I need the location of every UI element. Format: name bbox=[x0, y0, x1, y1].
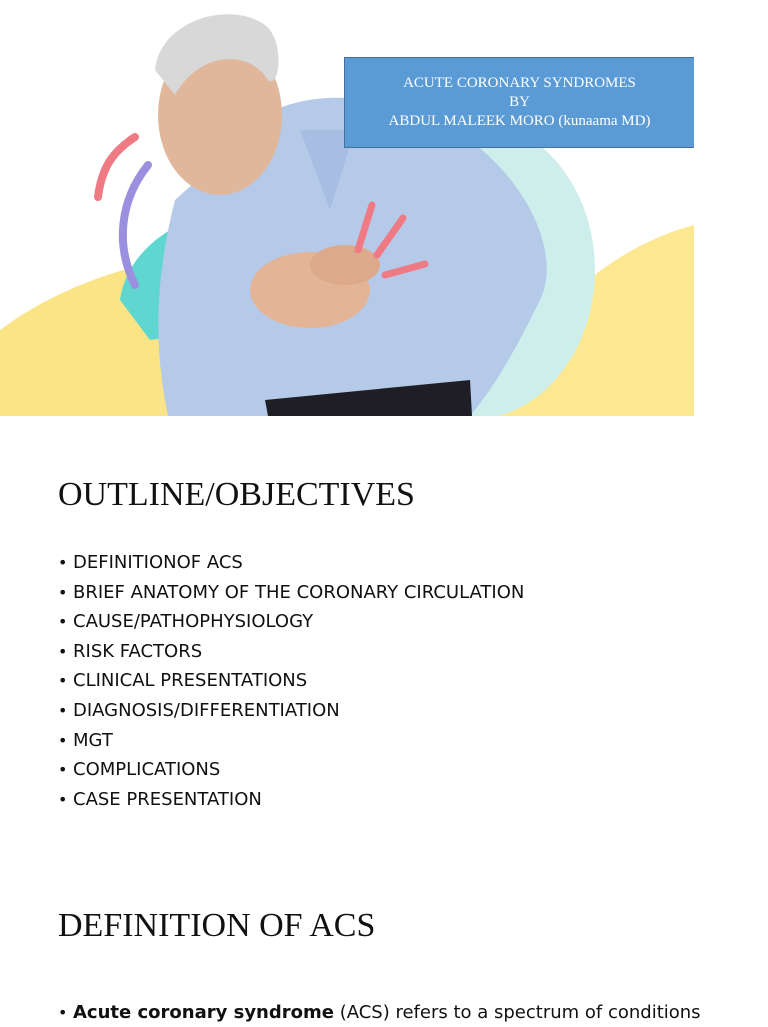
bullet-icon: • bbox=[58, 789, 68, 809]
list-item: • DEFINITIONOF ACS bbox=[58, 548, 524, 578]
definition-text bbox=[58, 999, 701, 1027]
list-item: • DIAGNOSIS/DIFFERENTIATION bbox=[58, 696, 524, 726]
definition-term: Acute coronary syndrome bbox=[73, 1002, 334, 1023]
title-box bbox=[344, 57, 694, 148]
definition-heading: DEFINITION OF ACS bbox=[58, 907, 376, 944]
list-item: • BRIEF ANATOMY OF THE CORONARY CIRCULATION bbox=[58, 578, 524, 608]
bullet-icon: • bbox=[58, 700, 68, 720]
bullet-icon: • bbox=[58, 760, 68, 780]
title-line-1: ACUTE CORONARY SYNDROMES bbox=[403, 75, 636, 91]
outline-list bbox=[58, 548, 524, 814]
bullet-icon: • bbox=[58, 1003, 68, 1022]
bullet-icon: • bbox=[58, 553, 68, 572]
definition-rest: (ACS) refers to a spectrum of conditions bbox=[333, 1002, 701, 1023]
title-line-3: ABDUL MALEEK MORO (kunaama MD) bbox=[388, 113, 651, 129]
list-item: • CLINICAL PRESENTATIONS bbox=[58, 666, 524, 696]
list-item: • CAUSE/PATHOPHYSIOLOGY bbox=[58, 607, 524, 637]
title-line-2: BY bbox=[509, 94, 530, 110]
outline-heading: OUTLINE/OBJECTIVES bbox=[58, 476, 415, 513]
bullet-icon: • bbox=[58, 730, 68, 750]
list-item: • MGT bbox=[58, 726, 524, 756]
list-item: • CASE PRESENTATION bbox=[58, 785, 524, 815]
list-item: • COMPLICATIONS bbox=[58, 755, 524, 785]
bullet-icon: • bbox=[58, 641, 68, 661]
bullet-icon: • bbox=[58, 582, 68, 602]
bullet-icon: • bbox=[58, 612, 68, 632]
list-item: • RISK FACTORS bbox=[58, 637, 524, 667]
bullet-icon: • bbox=[58, 671, 68, 691]
title-slide bbox=[0, 0, 694, 416]
